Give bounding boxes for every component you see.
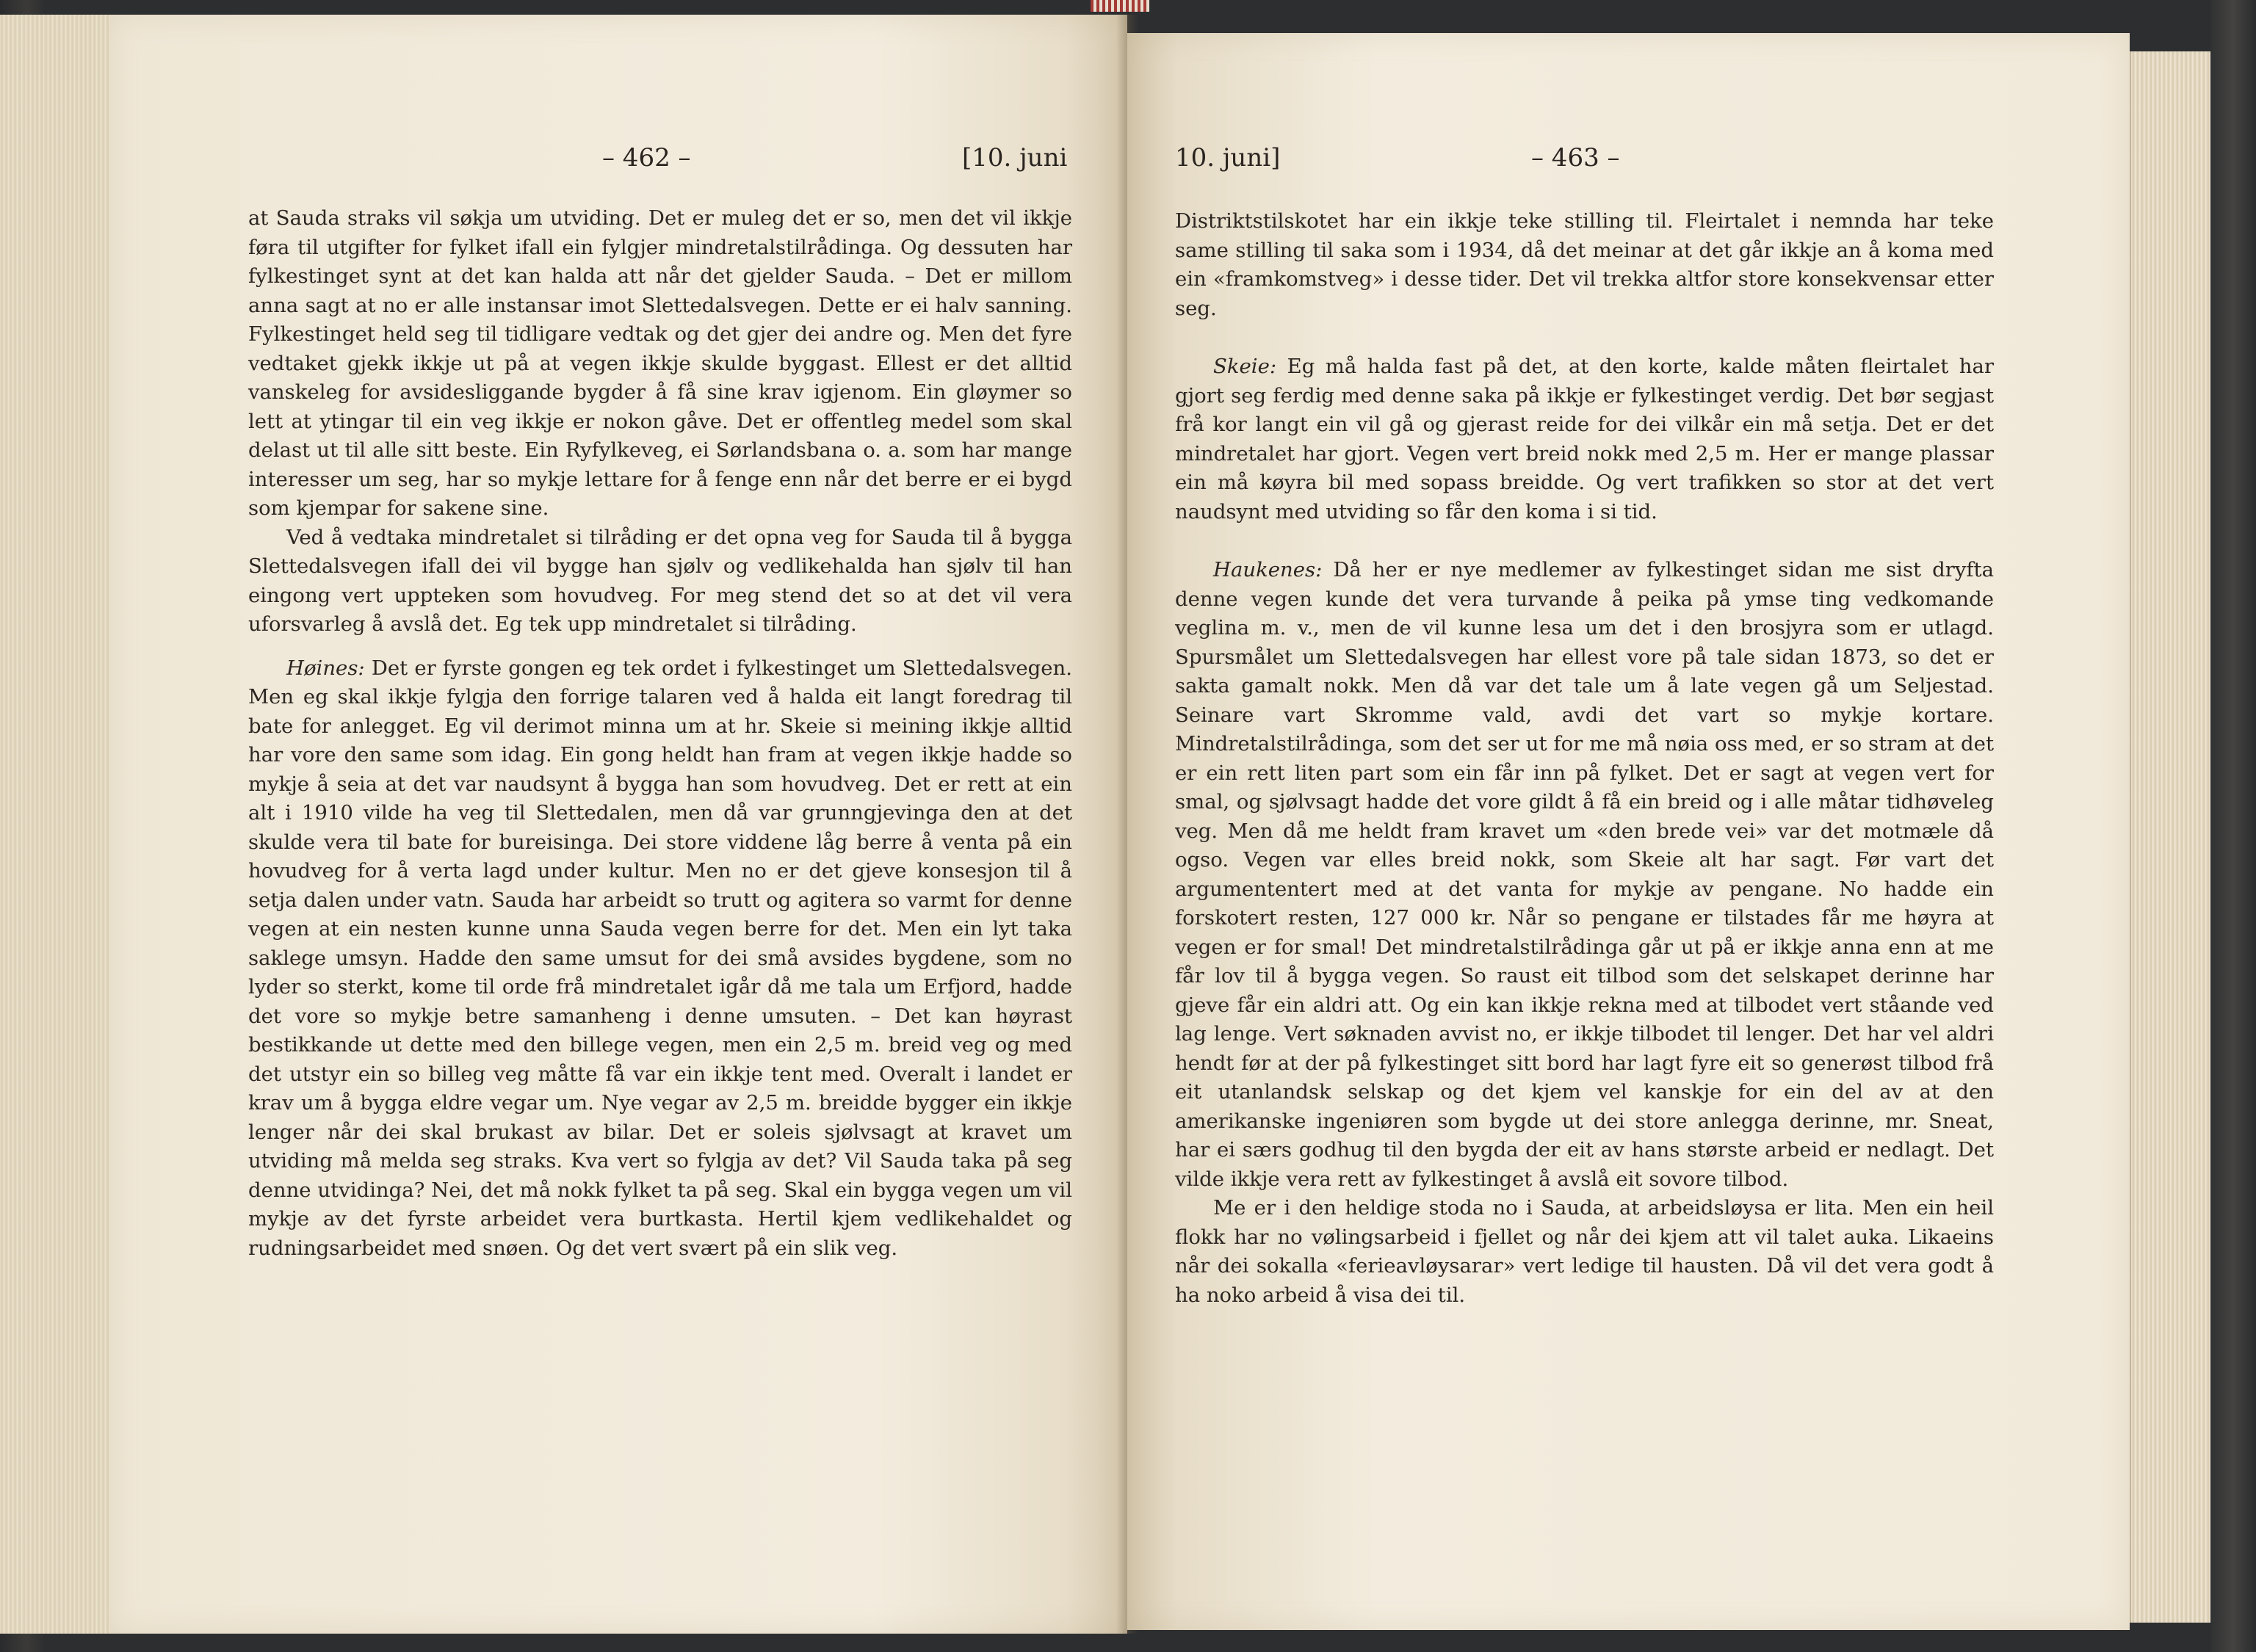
- paragraph: [248, 654, 1072, 1264]
- right-page: [1127, 33, 2130, 1630]
- page-block-right: [2130, 51, 2212, 1623]
- right-date-header: 10. juni]: [1175, 143, 1281, 173]
- paragraph: [1175, 1194, 1994, 1310]
- right-page-body: [1175, 207, 1994, 1310]
- left-date-header: [10. juni: [962, 143, 1068, 173]
- paragraph: [248, 524, 1072, 640]
- paragraph-text: Det er fyrste gongen eg tek ordet i fylkestinget um Slettedalsvegen. Men eg skal ikkje fylgja den forrige talaren ved å halda eit langt foredrag til bate for anlegget. Eg vil derimot minna um at hr. Skeie si meining ikkje alltid har vore den same som idag. Ein gong heldt han fram at vegen ikkje hadde so mykje å seia at det var naudsynt å bygga han som hovudveg. Det er rett at ein alt i 1910 vilde ha veg til Slettedalen, men då var grunngjevinga den at det skulde vera til bate for bureisinga. Dei store viddene låg berre å venta på ein hovudveg for å verta lagd under kultur. Men no er det gjeve konsesjon til å setja dalen under vatn. Sauda har arbeidt so trutt og agitera so varmt for denne vegen at ein nesten kunne unna Sauda vegen berre for det. Men ein lyt taka saklege umsyn. Hadde den same umsut for dei små avsides bygdene, som no lyder so sterkt, kome til orde frå mindretalet igår då me tala um Erfjord, hadde det vore so mykje betre samanheng i denne umsuten. – Det kan høyrast bestikkande ut dette med den billege vegen, men ein 2,5 m. breid veg og med det utstyr ein so billeg veg måtte få var ein ikkje tent med. Overalt i landet er krav um å bygga eldre vegar um. Nye vegar av 2,5 m. breidde bygger ein ikkje lenger når dei skal brukast av bilar. Det er soleis sjølvsagt at kravet um utviding må melda seg straks. Kva vert so fylgja av det? Vil Sauda taka på seg denne utvidinga? Nei, det må nokk fylket ta på seg. Skal ein bygga vegen um vil mykje av det fyrste arbeidet vera burtkasta. Hertil kjem vedlikehaldet og rudningsarbeidet med snøen. Og det vert svært på ein slik veg.: [248, 656, 1072, 1260]
- paragraph-text: Eg må halda fast på det, at den korte, kalde måten fleirtalet har gjort seg ferdig med denne saka på ikkje er fylkestinget verdig. Det bør segjast frå kor langt ein vil gå og gjerast reide for dei vilkår ein må setja. Det er det mindretalet har gjort. Vegen vert breid nokk med 2,5 m. Her er mange plassar ein må køyra bil med sopass breidde. Og vert trafikken so stor at det vert naudsynt med utviding so får den koma i si tid.: [1175, 355, 1994, 524]
- paragraph: [248, 204, 1072, 524]
- speaker-name: Skeie:: [1213, 355, 1277, 378]
- right-page-number: – 463 –: [1531, 143, 1620, 173]
- book-cover-right: [2210, 0, 2256, 1652]
- paragraph-text: Me er i den heldige stoda no i Sauda, at arbeidsløysa er lita. Men ein heil flokk har no vølingsarbeid i fjellet og når dei kjem att vil talet auka. Likaeins når dei sokalla «ferieavløysarar» vert ledige til hausten. Då vil det vera godt å ha noko arbeid å visa dei til.: [1175, 1196, 1994, 1307]
- paragraph-text: Distriktstilskotet har ein ikkje teke stilling til. Fleirtalet i nemnda har teke same stilling til saka som i 1934, då det meinar at det går ikkje an å koma med ein «framkomstveg» i desse tider. Det vil trekka altfor store konsekvensar etter seg.: [1175, 209, 1994, 320]
- speaker-name: Høines:: [286, 656, 365, 680]
- paragraph-text: Då her er nye medlemer av fylkestinget sidan me sist dryfta denne vegen kunde det vera turvande å peika på ymse ting vedkomande veglina m. v., men de vil kunne lesa um det i den brosjyra som er utlagd. Spursmålet um Slettedalsvegen har ellest vore på tale sidan 1873, so det er sakta gamalt nokk. Men då var det tale um å late vegen gå um Seljestad. Seinare vart Skromme vald, avdi det vart so mykje kortare. Mindretalstilrådinga, som det ser ut for me må nøia oss med, er so stram at det er ein rett liten part som ein får inn på fylket. Det er sagt at vegen vert for smal, og sjølvsagt hadde det vore gildt å få ein breid og i alle måtar tidhøveleg veg. Men då me heldt fram kravet um «den brede vei» var det motmæle då ogso. Vegen var elles breid nokk, som Skeie alt har sagt. Før vart det argumententert med at det vanta for mykje av pengane. No hadde ein forskotert resten, 127 000 kr. Når so pengane er tilstades får me høyra at vegen er for smal! Det mindretalstilrådinga går ut på er ikkje anna enn at me får lov til å bygga vegen. So raust eit tilbod som det selskapet derinne har gjeve får ein aldri att. Og ein kan ikkje rekna med at tilbodet vert ståande ved lag lenge. Vert søknaden avvist no, er ikkje tilbodet til lenger. Det har vel aldri hendt før at der på fylkestinget sitt bord har lagt fyre eit so generøst tilbod frå eit utanlandsk selskap og det kjem vel kanskje for ein del av at den amerikanske ingeniøren som bygde ut dei store anlegga derinne, mr. Sneat, har ei særs godhug til den bygda der eit av hans største arbeid er nedlagt. Det vilde ikkje vera rett av fylkestinget å avslå eit sovore tilbod.: [1175, 558, 1994, 1191]
- left-page-body: [248, 204, 1072, 1263]
- speaker-name: Haukenes:: [1213, 558, 1323, 582]
- left-page: [110, 15, 1127, 1634]
- left-page-number: – 462 –: [602, 143, 691, 173]
- paragraph-text: at Sauda straks vil søkja um utviding. Det er muleg det er so, men det vil ikkje føra til utgifter for fylket ifall ein fylgjer mindretalstilrådinga. Og dessuten har fylkestinget synt at det kan halda att når det gjelder Sauda. – Det er millom anna sagt at no er alle instansar imot Slettedalsvegen. Dette er ei halv sanning. Fylkestinget held seg til tidligare vedtak og det gjer dei andre og. Men det fyre vedtaket gjekk ikkje ut på at vegen ikkje skulde byggast. Ellest er det alltid vanskeleg for avsidesliggande bygder å få sine krav igjenom. Ein gløymer so lett at ytingar til ein veg ikkje er nokon gåve. Det er offentleg medel som skal delast ut til alle sitt beste. Ein Ryfylkeveg, ei Sørlandsbana o. a. som har mange interesser um seg, har so mykje lettare for å fenge enn når det berre er ei bygd som kjempar for sakene sine.: [248, 206, 1072, 520]
- paragraph: [1175, 556, 1994, 1194]
- paragraph-text: Ved å vedtaka mindretalet si tilråding er det opna veg for Sauda til å bygga Slettedalsvegen ifall dei vil bygge han sjølv og vedlikehalda han sjølv til han eingong vert uppteken som hovudveg. For meg stend det so at det vil vera uforsvarleg å avslå det. Eg tek upp mindretalet si tilråding.: [248, 525, 1072, 636]
- bookmark-ribbon: [1091, 0, 1149, 12]
- page-block-left: [0, 15, 112, 1634]
- paragraph: [1175, 352, 1994, 526]
- paragraph: [1175, 207, 1994, 323]
